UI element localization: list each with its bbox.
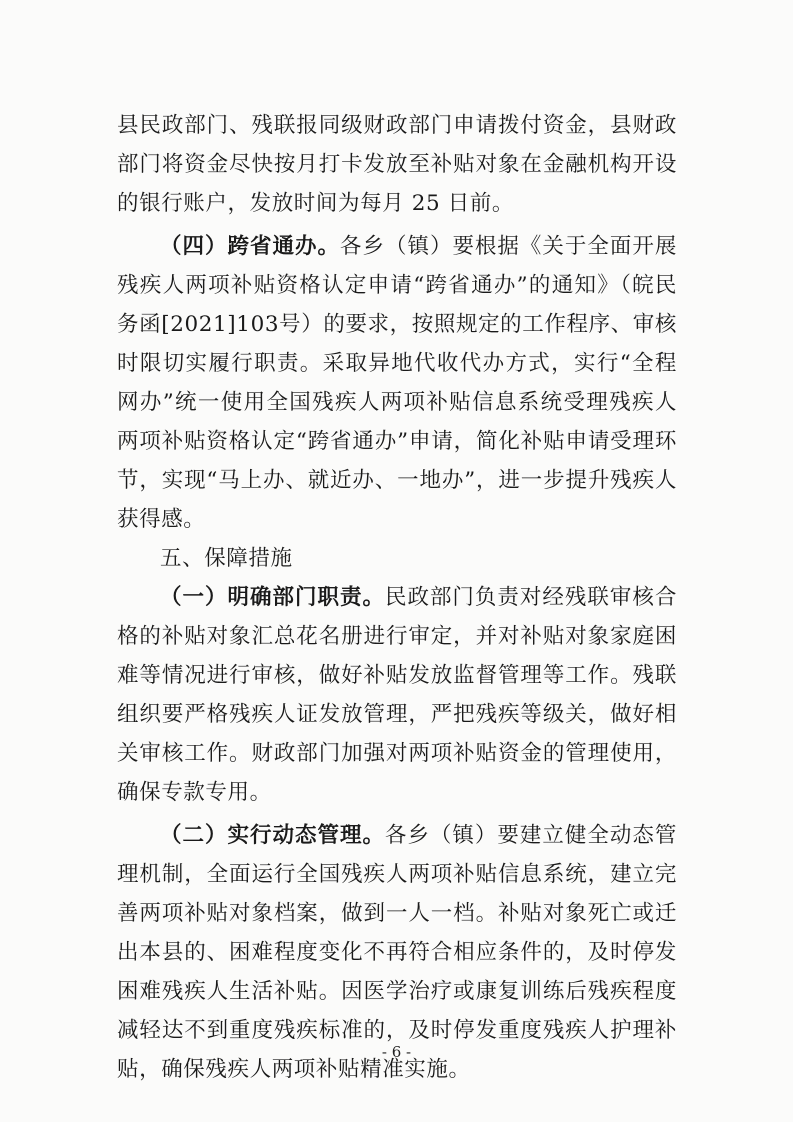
document-body bbox=[117, 106, 677, 1089]
page-number: - 6 - bbox=[381, 1043, 412, 1061]
subheading-dynamic-management: （二）实行动态管理。 bbox=[160, 823, 385, 848]
paragraph-text: 各乡（镇）要根据《关于全面开展残疾人两项补贴资格认定申请“跨省通办”的通知》（皖民务函[2021]103号）的要求，按照规定的工作程序、审核时限切实履行职责。采取异地代收代办方式，实行“全程网办”统一使用全国残疾人两项补贴信息系统受理残疾人两项补贴资格认定“跨省通办”申请，简化补贴申请受理环节，实现“马上办、就近办、一地办”，进一步提升残疾人获得感。 bbox=[117, 234, 677, 532]
section-title-text: 五、保障措施 bbox=[160, 546, 293, 571]
paragraph-department-duties bbox=[117, 578, 677, 812]
paragraph-text: 民政部门负责对经残联审核合格的补贴对象汇总花名册进行审定，并对补贴对象家庭困难等情况进行审核，做好补贴发放监督管理等工作。残联组织要严格残疾人证发放管理，严把残疾等级关，做好相关审核工作。财政部门加强对两项补贴资金的管理使用，确保专款专用。 bbox=[117, 585, 677, 805]
subheading-cross-province: （四）跨省通办。 bbox=[160, 234, 340, 259]
subheading-department-duties: （一）明确部门职责。 bbox=[160, 585, 385, 610]
paragraph-text: 县民政部门、残联报同级财政部门申请拨付资金，县财政部门将资金尽快按月打卡发放至补贴对象在金融机构开设的银行账户，发放时间为每月 25 日前。 bbox=[117, 113, 677, 216]
paragraph-fund-disbursement bbox=[117, 106, 677, 223]
section-title-safeguards bbox=[117, 539, 677, 578]
paragraph-text: 各乡（镇）要建立健全动态管理机制，全面运行全国残疾人两项补贴信息系统，建立完善两项补贴对象档案，做到一人一档。补贴对象死亡或迁出本县的、困难程度变化不再符合相应条件的，及时停发困难残疾人生活补贴。因医学治疗或康复训练后残疾程度减轻达不到重度残疾标准的，及时停发重度残疾人护理补贴，确保残疾人两项补贴精准实施。 bbox=[117, 823, 677, 1082]
paragraph-cross-province bbox=[117, 227, 677, 539]
